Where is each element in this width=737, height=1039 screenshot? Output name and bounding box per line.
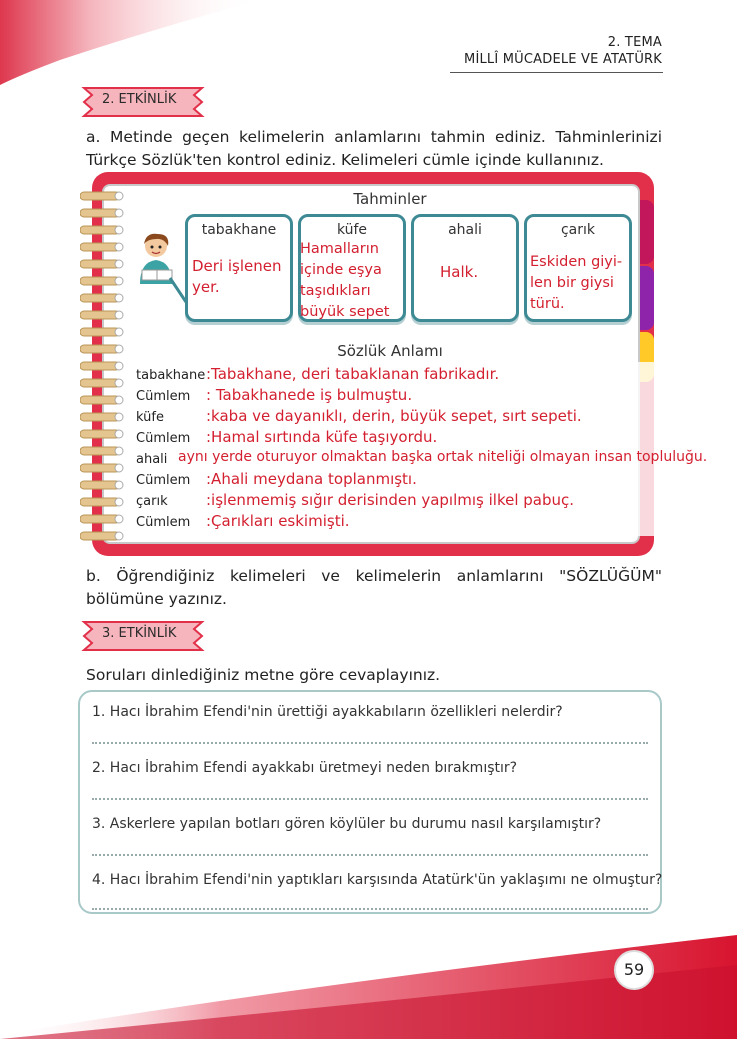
dictionary-label: çarık (136, 494, 168, 509)
answer-line-1[interactable] (92, 742, 648, 744)
spiral-ring (80, 203, 124, 213)
guess-answer-carik: Eskiden giyi-len bir giysi türü. (530, 254, 623, 312)
dictionary-value: :Tabakhane, deri tabaklanan fabrikadır. (206, 365, 500, 383)
question-4: 4. Hacı İbrahim Efendi'nin yaptıkları karşısında Atatürk'ün yaklaşımı ne olmuştur? (92, 872, 663, 888)
guess-word: ahali (448, 222, 482, 238)
dictionary-value: : Tabakhanede iş bulmuştu. (206, 386, 413, 404)
activity2-instruction: a. Metinde geçen kelimelerin anlamlarını tahmin ediniz. Tahminlerinizi Türkçe Sözlük'ten kontrol ediniz. Kelimeleri cümle içinde kullanınız. (86, 128, 662, 169)
dictionary-title: Sözlük Anlamı (337, 342, 443, 360)
question-1: 1. Hacı İbrahim Efendi'nin ürettiği ayakkabıların özellikleri nelerdir? (92, 704, 563, 720)
spiral-ring (80, 458, 124, 468)
spiral-ring (80, 339, 124, 349)
answer-line-4[interactable] (92, 908, 648, 910)
answer-line-2[interactable] (92, 798, 648, 800)
theme-title: MİLLÎ MÜCADELE VE ATATÜRK (464, 52, 662, 67)
guesses-title: Tahminler (353, 190, 427, 208)
spiral-ring (80, 237, 124, 247)
answer-line-3[interactable] (92, 854, 648, 856)
dictionary-value: :Çarıkları eskimişti. (206, 512, 350, 530)
question-2: 2. Hacı İbrahim Efendi ayakkabı üretmeyi neden bırakmıştır? (92, 760, 518, 776)
spiral-ring (80, 322, 124, 332)
guess-answer-kufe: Hamalların içinde eşya taşıdıkları büyük sepet (300, 241, 390, 320)
spiral-ring (80, 373, 124, 383)
dictionary-value: :işlenmemiş sığır derisinden yapılmış ilkel pabuç. (206, 491, 575, 509)
guess-word: küfe (336, 222, 368, 238)
dictionary-label: Cümlem (136, 473, 191, 488)
guess-answer-tabakhane: Deri işlenen yer. (192, 257, 282, 296)
spiral-ring (80, 390, 124, 400)
spiral-ring (80, 475, 124, 485)
guess-answer-ahali: Halk. (440, 263, 479, 281)
activity-badge-3 (78, 618, 208, 654)
dictionary-value: :Ahali meydana toplanmıştı. (206, 470, 417, 488)
dictionary-label: Cümlem (136, 389, 191, 404)
dictionary-value: aynı yerde oturuyor olmaktan başka ortak niteliği olmayan insan topluluğu. (178, 449, 708, 465)
activity-badge-3-label: 3. ETKİNLİK (102, 626, 177, 641)
question-3: 3. Askerlere yapılan botları gören köylüler bu durumu nasıl karşılamıştır? (92, 816, 602, 832)
spiral-ring (80, 254, 124, 264)
activity3-instruction: Soruları dinlediğiniz metne göre cevaplayınız. (86, 666, 441, 684)
spiral-ring (80, 492, 124, 502)
activity-badge-2 (78, 84, 208, 120)
theme-number: 2. TEMA (607, 35, 662, 50)
dictionary-label: küfe (136, 410, 164, 425)
spiral-ring (80, 288, 124, 298)
header-underline (450, 72, 663, 73)
spiral-ring (80, 526, 124, 536)
spiral-ring (80, 305, 124, 315)
dictionary-label: Cümlem (136, 431, 191, 446)
questions-box (78, 690, 662, 914)
theme-header (464, 34, 662, 68)
guess-word: tabakhane (201, 222, 277, 238)
page-number: 59 (614, 950, 654, 990)
dictionary-value: :Hamal sırtında küfe taşıyordu. (206, 428, 438, 446)
notebook-tab (638, 200, 654, 264)
dictionary-label: Cümlem (136, 515, 191, 530)
guess-word: çarık (560, 222, 596, 238)
spiral-ring (80, 271, 124, 281)
spiral-ring (80, 186, 124, 196)
activity-badge-2-label: 2. ETKİNLİK (102, 92, 177, 107)
spiral-ring (80, 441, 124, 451)
spiral-ring (80, 509, 124, 519)
spiral-ring (80, 356, 124, 366)
dictionary-label: ahali (136, 452, 168, 467)
activity2-instruction-b: b. Öğrendiğiniz kelimeleri ve kelimelerin anlamlarını "SÖZLÜĞÜM" bölümüne yazınız. (86, 567, 662, 608)
spiral-ring (80, 407, 124, 417)
dictionary-label: tabakhane (136, 368, 206, 383)
notebook-tab (638, 266, 654, 330)
spiral-ring (80, 424, 124, 434)
dictionary-value: :kaba ve dayanıklı, derin, büyük sepet, sırt sepeti. (206, 407, 582, 425)
spiral-ring (80, 220, 124, 230)
